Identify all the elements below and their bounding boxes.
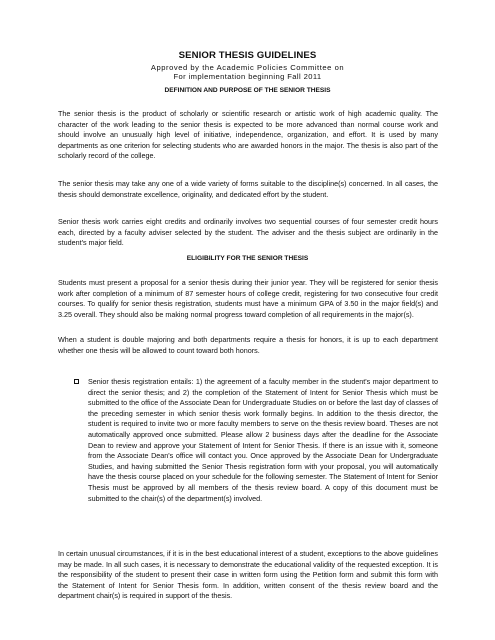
paragraph-eligibility: Students must present a proposal for a senior thesis during their junior year. They will be registered for senior thesis work after completion of a minimum of 87 semester hours of college credit, registering for two consecutive four credit courses. To qualify for senior thesis registration, students must have a minimum GPA of 3.50 in the major field(s) and 3.25 overall. They should also be making normal progress toward completion of all requirements in the major(s). [58, 278, 438, 319]
paragraph-credits: Senior thesis work carries eight credits and ordinarily involves two sequential courses of four semester credit hours each, directed by a faculty adviser selected by the student. The adviser and the thesis subject are ordinarily in the student's major field. [58, 217, 438, 248]
list-item [88, 377, 438, 504]
paragraph-double-major: When a student is double majoring and both departments require a thesis for honors, it is up to each department whether one thesis will be allowed to count toward both honors. [58, 335, 438, 355]
paragraph-forms: The senior thesis may take any one of a wide variety of forms suitable to the discipline(s) concerned. In all cases, the thesis should demonstrate excellence, originality, and dedicated effort by the student. [58, 179, 438, 199]
section-heading-eligibility: ELIGIBILITY FOR THE SENIOR THESIS [186, 255, 309, 262]
implementation-line: For implementation beginning Fall 2011 [173, 72, 322, 81]
paragraph-definition: The senior thesis is the product of scholarly or scientific research or artistic work of high academic quality. The character of the work leading to the senior thesis is expected to be more advanced than normal course work and should involve an unusually high level of initiative, independence, organization, and effort. It is used by many departments as one criterion for selecting students who are awarded honors in the major. The thesis is also part of the scholarly record of the college. [58, 109, 438, 161]
approval-line: Approved by the Academic Policies Committee on [150, 63, 345, 72]
document-title: SENIOR THESIS GUIDELINES [178, 50, 317, 61]
checkbox-bullet-icon [74, 379, 79, 384]
bullet-registration-text: Senior thesis registration entails: 1) the agreement of a faculty member in the student's major department to direct the senior thesis; and 2) the completion of the Statement of Intent for Senior Thesis which must be submitted to the office of the Associate Dean for Undergraduate Studies on or before the last day of classes of the preceding semester in which senior thesis work formally begins. In addition to the thesis director, the student is required to invite two or more faculty members to serve on the thesis review board. Theses are not automatically approved once submitted. Please allow 2 business days after the deadline for the Associate Dean to review and approve your Statement of Intent for Senior Thesis. If there is an issue with it, someone from the Associate Dean's office will contact you. Once approved by the Associate Dean for Undergraduate Studies, and having submitted the Senior Thesis registration form with your proposal, you will automatically have the thesis course placed on your schedule for the following semester. The Statement of Intent for Senior Thesis must be approved by all members of the thesis review board. A copy of this document must be submitted to the chair(s) of the department(s) involved. [88, 377, 438, 503]
section-heading-definition: DEFINITION AND PURPOSE OF THE SENIOR THESIS [164, 87, 331, 94]
paragraph-exceptions: In certain unusual circumstances, if it is in the best educational interest of a student, exceptions to the above guidelines may be made. In all such cases, it is necessary to demonstrate the educational validity of the requested exception. It is the responsibility of the student to present their case in written form using the Petition form and submit this form with the Statement of Intent for Senior Thesis form. In addition, written consent of the thesis review board and the department chair(s) is required in support of the thesis. [58, 549, 438, 601]
